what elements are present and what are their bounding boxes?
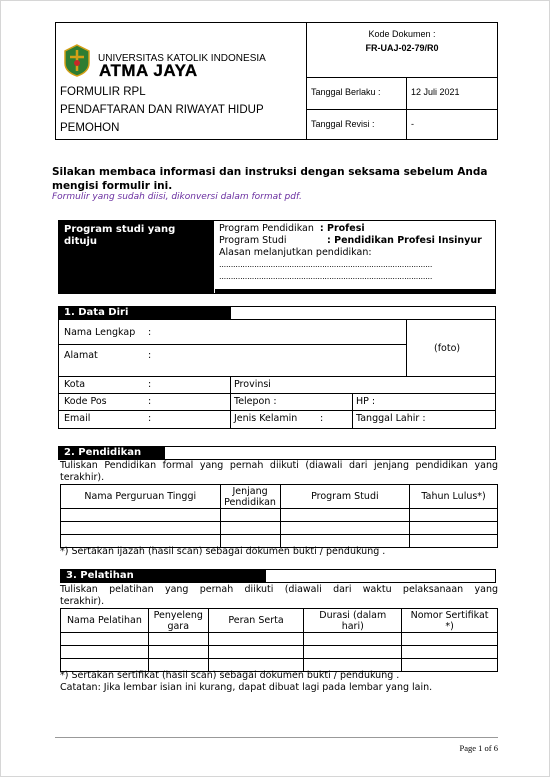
kode-dokumen-label: Kode Dokumen :	[368, 29, 436, 39]
jenis-kelamin-label: Jenis Kelamin	[234, 413, 298, 424]
tanggal-berlaku-label: Tanggal Berlaku :	[311, 87, 381, 97]
alamat-label: Alamat	[64, 350, 98, 361]
kode-pos-colon: :	[148, 396, 152, 407]
email-label: Email	[64, 413, 91, 424]
col-penyelenggara: Penyelenggara	[148, 609, 208, 633]
tanggal-revisi-label: Tanggal Revisi :	[311, 119, 375, 129]
pelatihan-instruction: Tuliskan pelatihan yang pernah diikuti (diawali dari waktu pelaksanaan yang terakhir).	[60, 584, 498, 607]
col-jenjang-pendidikan: Jenjang Pendidikan	[220, 485, 280, 509]
catatan: Catatan: Jika lembar isian ini kurang, dapat dibuat lagi pada lembar yang lain.	[60, 682, 433, 693]
footer-divider	[55, 737, 498, 738]
col-tahun-lulus: Tahun Lulus*)	[410, 485, 498, 509]
email-colon: :	[148, 413, 152, 424]
jenis-kelamin-colon: :	[320, 413, 324, 424]
document-header	[55, 22, 498, 140]
data-diri-table	[58, 306, 496, 429]
brand-name: ATMA JAYA	[99, 61, 198, 80]
tanggal-lahir-label: Tanggal Lahir :	[356, 413, 426, 424]
tanggal-revisi-value: -	[411, 119, 414, 129]
telepon-label: Telepon :	[234, 396, 277, 407]
program-label: Program studi yang dituju	[59, 221, 214, 293]
alasan-label: Alasan melanjutkan pendidikan:	[219, 247, 372, 258]
program-studi-row: Program Studi : Pendidikan Profesi Insinyur	[219, 235, 482, 246]
kode-pos-label: Kode Pos	[64, 396, 107, 407]
section-pelatihan: 3. Pelatihan	[60, 569, 496, 583]
provinsi-label: Provinsi	[234, 379, 271, 390]
form-title: FORMULIR RPL PENDAFTARAN DAN RIWAYAT HIDUP PEMOHON	[60, 86, 264, 134]
col-durasi: Durasi (dalam hari)	[304, 609, 402, 633]
intro-note: Formulir yang sudah diisi, dikonversi dalam format pdf.	[52, 192, 302, 202]
pelatihan-footnote: *) Sertakan sertifikat (hasil scan) sebagai dokumen bukti / pendukung .	[60, 670, 400, 681]
table-row	[61, 509, 498, 522]
section-pendidikan: 2. Pendidikan	[58, 446, 496, 460]
kode-dokumen-value: FR-UAJ-02-79/R0	[365, 43, 439, 53]
pendidikan-table	[60, 484, 498, 548]
university-logo-icon	[62, 43, 92, 77]
page-number: Page 1 of 6	[459, 743, 498, 753]
pendidikan-footnote: *) Sertakan ijazah (hasil scan) sebagai dokumen bukti / pendukung .	[60, 546, 386, 557]
university-name: UNIVERSITAS KATOLIK INDONESIA	[98, 53, 266, 64]
program-box	[58, 220, 496, 294]
hp-label: HP :	[356, 396, 376, 407]
kota-colon: :	[148, 379, 152, 390]
tanggal-berlaku-value: 12 Juli 2021	[411, 87, 460, 97]
alasan-dots-2[interactable]: ...........................................................................................	[219, 272, 433, 281]
nama-lengkap-label: Nama Lengkap	[64, 327, 136, 338]
table-row	[61, 522, 498, 535]
foto-placeholder[interactable]: (foto)	[434, 343, 461, 354]
col-nomor-sertifikat: Nomor Sertifikat *)	[402, 609, 498, 633]
kota-label: Kota	[64, 379, 86, 390]
pendidikan-instruction: Tuliskan Pendidikan formal yang pernah diikuti (diawali dari jenjang pendidikan yang terakhir).	[60, 460, 498, 483]
intro-instruction: Silakan membaca informasi dan instruksi dengan seksama sebelum Anda mengisi formulir ini.	[52, 166, 488, 192]
col-nama-perguruan-tinggi: Nama Perguruan Tinggi	[61, 485, 221, 509]
table-row	[61, 646, 498, 659]
table-row	[61, 633, 498, 646]
pelatihan-table	[60, 608, 498, 672]
col-peran-serta: Peran Serta	[208, 609, 304, 633]
alamat-colon: :	[148, 350, 152, 361]
section-data-diri: 1. Data Diri	[58, 306, 496, 320]
nama-colon: :	[148, 327, 152, 338]
program-pendidikan-row: Program Pendidikan : Profesi	[219, 223, 365, 234]
col-nama-pelatihan: Nama Pelatihan	[61, 609, 149, 633]
alasan-dots-1[interactable]: ...........................................................................................	[219, 260, 433, 269]
col-program-studi: Program Studi	[280, 485, 410, 509]
